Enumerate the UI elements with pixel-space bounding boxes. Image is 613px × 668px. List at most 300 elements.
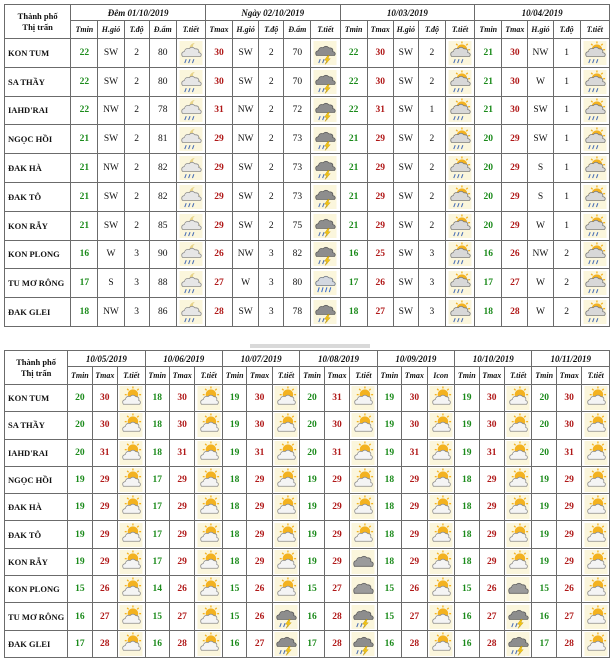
weather-cell [580, 211, 609, 240]
tmax-value: 30 [479, 412, 504, 439]
value-cell: NW [233, 240, 259, 269]
value-cell: 2 [418, 211, 445, 240]
tmin-value: 19 [222, 439, 246, 466]
weather-cell [350, 630, 378, 657]
tmax-value: 30 [247, 412, 272, 439]
tmax-value: 29 [205, 154, 232, 183]
tmin-value: 20 [68, 412, 92, 439]
tmax-value: 26 [169, 576, 194, 603]
value-cell: SW [233, 154, 259, 183]
value-cell: SW [98, 67, 124, 96]
tmin-value: 20 [475, 125, 502, 154]
storm-icon [351, 632, 375, 656]
value-cell: 90 [149, 240, 176, 269]
tmax-value: 29 [402, 548, 427, 575]
tmax-value: 29 [367, 125, 393, 154]
date-header: 10/09/2019 [377, 351, 454, 367]
tmax-value: 30 [247, 385, 272, 412]
tmin-value: 15 [300, 576, 324, 603]
tmax-value: 29 [367, 211, 393, 240]
value-cell: SW [233, 211, 259, 240]
sun-cloud-icon [506, 468, 530, 492]
weather-cell [350, 521, 378, 548]
weather-cell [580, 67, 609, 96]
value-cell: SW [528, 125, 553, 154]
weather-cell [582, 630, 610, 657]
tmin-value: 18 [377, 548, 401, 575]
storm-icon [351, 605, 375, 629]
weather-cell [427, 439, 455, 466]
tmax-value: 29 [92, 548, 117, 575]
tmax-value: 29 [205, 182, 232, 211]
date-header: Đêm 01/10/2019 [71, 5, 206, 21]
cloud-moon-rain-icon [179, 271, 203, 295]
column-header: Tmax [205, 21, 232, 39]
value-cell: 1 [553, 211, 580, 240]
weather-cell [311, 39, 340, 68]
sun-cloud-icon [119, 413, 143, 437]
value-cell: 3 [259, 269, 284, 298]
sun-cloud-icon [584, 495, 608, 519]
value-cell: 2 [124, 182, 149, 211]
tmin-value: 18 [145, 385, 169, 412]
weather-cell [272, 439, 300, 466]
sun-cloud-icon [429, 577, 453, 601]
weather-cell [445, 96, 474, 125]
value-cell: 1 [553, 67, 580, 96]
weather-cell [582, 521, 610, 548]
tmin-value: 17 [145, 548, 169, 575]
weather-cell [580, 298, 609, 327]
weather-cell [176, 211, 205, 240]
weather-cell [580, 96, 609, 125]
weather-cell [311, 67, 340, 96]
value-cell: S [528, 182, 553, 211]
column-header: Tmin [377, 367, 401, 385]
tmin-value: 15 [222, 576, 246, 603]
tmin-value: 19 [455, 439, 479, 466]
table-row [5, 269, 610, 298]
weather-cell [176, 96, 205, 125]
sun-cloud-rain-icon [583, 98, 607, 122]
value-cell: S [98, 269, 124, 298]
tmax-value: 26 [205, 240, 232, 269]
tmax-value: 29 [479, 548, 504, 575]
sun-cloud-icon [584, 386, 608, 410]
tmax-value: 30 [402, 385, 427, 412]
tmax-value: 27 [324, 576, 349, 603]
tmin-value: 18 [222, 548, 246, 575]
tmax-value: 31 [367, 96, 393, 125]
tmin-value: 21 [71, 154, 98, 183]
weather-cell [311, 96, 340, 125]
column-header: T.tiết [582, 367, 610, 385]
sun-cloud-icon [197, 550, 221, 574]
value-cell: 2 [553, 240, 580, 269]
sun-cloud-rain-icon [448, 156, 472, 180]
tmin-value: 15 [145, 603, 169, 630]
tmin-value: 20 [300, 439, 324, 466]
value-cell: W [98, 240, 124, 269]
sun-cloud-rain-icon [448, 41, 472, 65]
storm-icon [313, 41, 337, 65]
tmin-value: 20 [532, 412, 556, 439]
value-cell: 82 [149, 182, 176, 211]
value-cell: 73 [284, 125, 311, 154]
weather-cell [427, 521, 455, 548]
value-cell: 70 [284, 67, 311, 96]
weather-cell [580, 154, 609, 183]
location-name: KON RẪY [5, 548, 68, 575]
tmin-value: 20 [532, 439, 556, 466]
tmin-value: 15 [455, 576, 479, 603]
tmax-value: 29 [502, 182, 528, 211]
column-header: Tmin [532, 367, 556, 385]
sun-cloud-icon [274, 468, 298, 492]
tmax-value: 30 [502, 39, 528, 68]
value-cell: SW [393, 154, 418, 183]
value-cell: 3 [124, 269, 149, 298]
weather-cell [427, 412, 455, 439]
value-cell: NW [98, 298, 124, 327]
table-row [5, 39, 610, 68]
tmin-value: 19 [68, 494, 92, 521]
tmin-value: 17 [475, 269, 502, 298]
sun-cloud-icon [584, 523, 608, 547]
value-cell: 2 [259, 154, 284, 183]
tmax-value: 26 [367, 269, 393, 298]
value-cell: W [528, 298, 553, 327]
table-row [5, 466, 610, 493]
value-cell: SW [393, 67, 418, 96]
tmin-value: 19 [300, 521, 324, 548]
weather-cell [195, 466, 223, 493]
column-header: Tmax [324, 367, 349, 385]
weather-cell [350, 466, 378, 493]
tmax-value: 28 [324, 603, 349, 630]
sun-cloud-icon [351, 523, 375, 547]
value-cell: 3 [259, 298, 284, 327]
weather-cell [176, 298, 205, 327]
date-header: 10/05/2019 [68, 351, 145, 367]
weather-cell [118, 548, 146, 575]
tmax-value: 29 [367, 154, 393, 183]
weather-cell [504, 385, 532, 412]
value-cell: 1 [418, 96, 445, 125]
sun-cloud-icon [197, 413, 221, 437]
value-cell: 3 [418, 298, 445, 327]
value-cell: 80 [149, 39, 176, 68]
weather-cell [272, 494, 300, 521]
weather-cell [445, 240, 474, 269]
tmax-value: 29 [324, 548, 349, 575]
value-cell: 2 [418, 125, 445, 154]
weather-cell [350, 494, 378, 521]
weather-cell [445, 154, 474, 183]
value-cell: 72 [284, 96, 311, 125]
tmin-value: 17 [68, 630, 92, 657]
value-cell: 82 [149, 154, 176, 183]
table-row [5, 154, 610, 183]
weather-cell [176, 240, 205, 269]
tmin-value: 21 [340, 182, 367, 211]
sun-cloud-icon [506, 550, 530, 574]
sun-cloud-icon [119, 441, 143, 465]
tmin-value: 19 [532, 521, 556, 548]
sun-cloud-icon [584, 632, 608, 656]
weather-cell [195, 603, 223, 630]
tmin-value: 18 [222, 466, 246, 493]
value-cell: 3 [418, 240, 445, 269]
tmin-value: 21 [71, 125, 98, 154]
weather-cell [504, 576, 532, 603]
column-header: Tmin [455, 367, 479, 385]
table-row [5, 576, 610, 603]
tmax-value: 30 [92, 385, 117, 412]
column-header: Tmax [556, 367, 581, 385]
tmin-value: 19 [532, 494, 556, 521]
weather-cell [350, 439, 378, 466]
date-header: 10/10/2019 [455, 351, 532, 367]
sun-cloud-icon [119, 577, 143, 601]
table-row [5, 521, 610, 548]
tmax-value: 29 [92, 521, 117, 548]
sun-cloud-icon [584, 577, 608, 601]
tmax-value: 28 [205, 298, 232, 327]
rain-cloud-icon [313, 271, 337, 295]
value-cell: SW [233, 298, 259, 327]
tmax-value: 28 [92, 630, 117, 657]
tmax-value: 26 [556, 576, 581, 603]
column-header: T.tiết [311, 21, 340, 39]
location-name: KON PLONG [5, 576, 68, 603]
tmax-value: 26 [502, 240, 528, 269]
value-cell: 2 [124, 96, 149, 125]
tmin-value: 16 [377, 630, 401, 657]
sun-cloud-icon [584, 605, 608, 629]
corner-header: Thành phố Thị trấn [5, 351, 68, 385]
value-cell: SW [233, 67, 259, 96]
value-cell: 1 [553, 182, 580, 211]
location-name: SA THẦY [5, 67, 71, 96]
value-cell: NW [98, 96, 124, 125]
column-header: T.độ [418, 21, 445, 39]
tmin-value: 18 [455, 521, 479, 548]
sun-cloud-rain-icon [448, 98, 472, 122]
forecast-table-1 [4, 4, 610, 327]
tmin-value: 15 [222, 603, 246, 630]
weather-cell [118, 385, 146, 412]
tmax-value: 29 [556, 548, 581, 575]
sun-cloud-icon [274, 523, 298, 547]
tmin-value: 17 [145, 466, 169, 493]
location-name: SA THẦY [5, 412, 68, 439]
sun-cloud-icon [429, 468, 453, 492]
sun-cloud-icon [119, 632, 143, 656]
tmax-value: 27 [205, 269, 232, 298]
weather-cell [272, 466, 300, 493]
sun-cloud-icon [274, 441, 298, 465]
weather-cell [504, 412, 532, 439]
sun-cloud-icon [274, 495, 298, 519]
column-header: Tmax [367, 21, 393, 39]
tmax-value: 29 [169, 548, 194, 575]
value-cell: 2 [124, 211, 149, 240]
sun-cloud-icon [119, 386, 143, 410]
weather-cell [118, 603, 146, 630]
cloud-icon [506, 577, 530, 601]
location-name: IAHD'RAI [5, 439, 68, 466]
tmin-value: 21 [71, 211, 98, 240]
date-header: 10/04/2019 [475, 5, 610, 21]
tmin-value: 18 [455, 494, 479, 521]
value-cell: 3 [124, 240, 149, 269]
weather-cell [272, 603, 300, 630]
weather-cell [195, 439, 223, 466]
tmin-value: 18 [377, 521, 401, 548]
cloud-moon-rain-icon [179, 70, 203, 94]
tmin-value: 19 [377, 439, 401, 466]
value-cell: 85 [149, 211, 176, 240]
location-name: KON TUM [5, 39, 71, 68]
weather-cell [272, 385, 300, 412]
tmax-value: 26 [92, 576, 117, 603]
tmax-value: 30 [367, 39, 393, 68]
storm-icon [313, 185, 337, 209]
tmin-value: 15 [377, 576, 401, 603]
weather-cell [118, 412, 146, 439]
value-cell: 2 [259, 96, 284, 125]
weather-cell [582, 412, 610, 439]
tmax-value: 27 [367, 298, 393, 327]
cloud-moon-rain-icon [179, 242, 203, 266]
weather-cell [580, 125, 609, 154]
weather-cell [445, 298, 474, 327]
table-row [5, 125, 610, 154]
sun-cloud-icon [429, 550, 453, 574]
weather-cell [504, 603, 532, 630]
weather-cell [176, 67, 205, 96]
weather-cell [427, 494, 455, 521]
weather-cell [311, 154, 340, 183]
weather-cell [504, 548, 532, 575]
value-cell: 75 [284, 211, 311, 240]
sun-cloud-rain-icon [583, 185, 607, 209]
value-cell: SW [393, 240, 418, 269]
value-cell: SW [98, 182, 124, 211]
tmax-value: 26 [402, 576, 427, 603]
weather-cell [176, 182, 205, 211]
sun-cloud-icon [429, 632, 453, 656]
weather-cell [445, 211, 474, 240]
table-row [5, 548, 610, 575]
value-cell: NW [528, 240, 553, 269]
tmax-value: 30 [502, 96, 528, 125]
weather-cell [582, 494, 610, 521]
table-row [5, 603, 610, 630]
tmin-value: 22 [340, 96, 367, 125]
weather-cell [311, 211, 340, 240]
weather-cell [272, 576, 300, 603]
value-cell: 2 [259, 67, 284, 96]
tmin-value: 17 [145, 521, 169, 548]
date-header: 10/11/2019 [532, 351, 610, 367]
tmax-value: 30 [92, 412, 117, 439]
weather-cell [504, 630, 532, 657]
location-name: ĐAK HÀ [5, 494, 68, 521]
location-name: ĐAK TÔ [5, 521, 68, 548]
date-header: 10/06/2019 [145, 351, 222, 367]
tmax-value: 29 [92, 466, 117, 493]
tmin-value: 20 [475, 211, 502, 240]
weather-cell [580, 269, 609, 298]
weather-cell [176, 269, 205, 298]
tmax-value: 31 [247, 439, 272, 466]
table-row [5, 211, 610, 240]
table-row [5, 298, 610, 327]
value-cell: 2 [418, 67, 445, 96]
tmax-value: 29 [479, 494, 504, 521]
tmax-value: 30 [324, 412, 349, 439]
tmin-value: 20 [300, 385, 324, 412]
weather-cell [445, 182, 474, 211]
tmax-value: 27 [247, 630, 272, 657]
tmax-value: 29 [556, 494, 581, 521]
sun-cloud-icon [351, 386, 375, 410]
tmin-value: 21 [475, 39, 502, 68]
tmax-value: 26 [479, 576, 504, 603]
sun-cloud-icon [506, 495, 530, 519]
value-cell: 80 [149, 67, 176, 96]
storm-icon [313, 127, 337, 151]
table-row [5, 96, 610, 125]
tmin-value: 19 [68, 466, 92, 493]
column-header: Tmin [222, 367, 246, 385]
tmax-value: 30 [479, 385, 504, 412]
sun-cloud-icon [351, 441, 375, 465]
value-cell: SW [98, 125, 124, 154]
sun-cloud-rain-icon [448, 300, 472, 324]
tmin-value: 21 [340, 154, 367, 183]
column-header: Tmin [300, 367, 324, 385]
sun-cloud-icon [274, 413, 298, 437]
weather-cell [118, 576, 146, 603]
tmax-value: 29 [92, 494, 117, 521]
weather-cell [582, 439, 610, 466]
weather-cell [582, 548, 610, 575]
tmin-value: 19 [222, 412, 246, 439]
tmin-value: 22 [340, 39, 367, 68]
tmax-value: 29 [324, 494, 349, 521]
tmax-value: 27 [502, 269, 528, 298]
tmax-value: 29 [247, 466, 272, 493]
weather-cell [350, 412, 378, 439]
table-row [5, 385, 610, 412]
column-header: T.độ [124, 21, 149, 39]
sun-cloud-icon [274, 550, 298, 574]
tmin-value: 18 [222, 521, 246, 548]
tmax-value: 27 [402, 603, 427, 630]
table-row [5, 439, 610, 466]
tmax-value: 29 [324, 521, 349, 548]
storm-icon [506, 632, 530, 656]
column-header: Tmin [145, 367, 169, 385]
column-header: H.gió [98, 21, 124, 39]
tmax-value: 31 [479, 439, 504, 466]
tmin-value: 18 [145, 412, 169, 439]
value-cell: SW [393, 96, 418, 125]
sun-cloud-icon [274, 386, 298, 410]
